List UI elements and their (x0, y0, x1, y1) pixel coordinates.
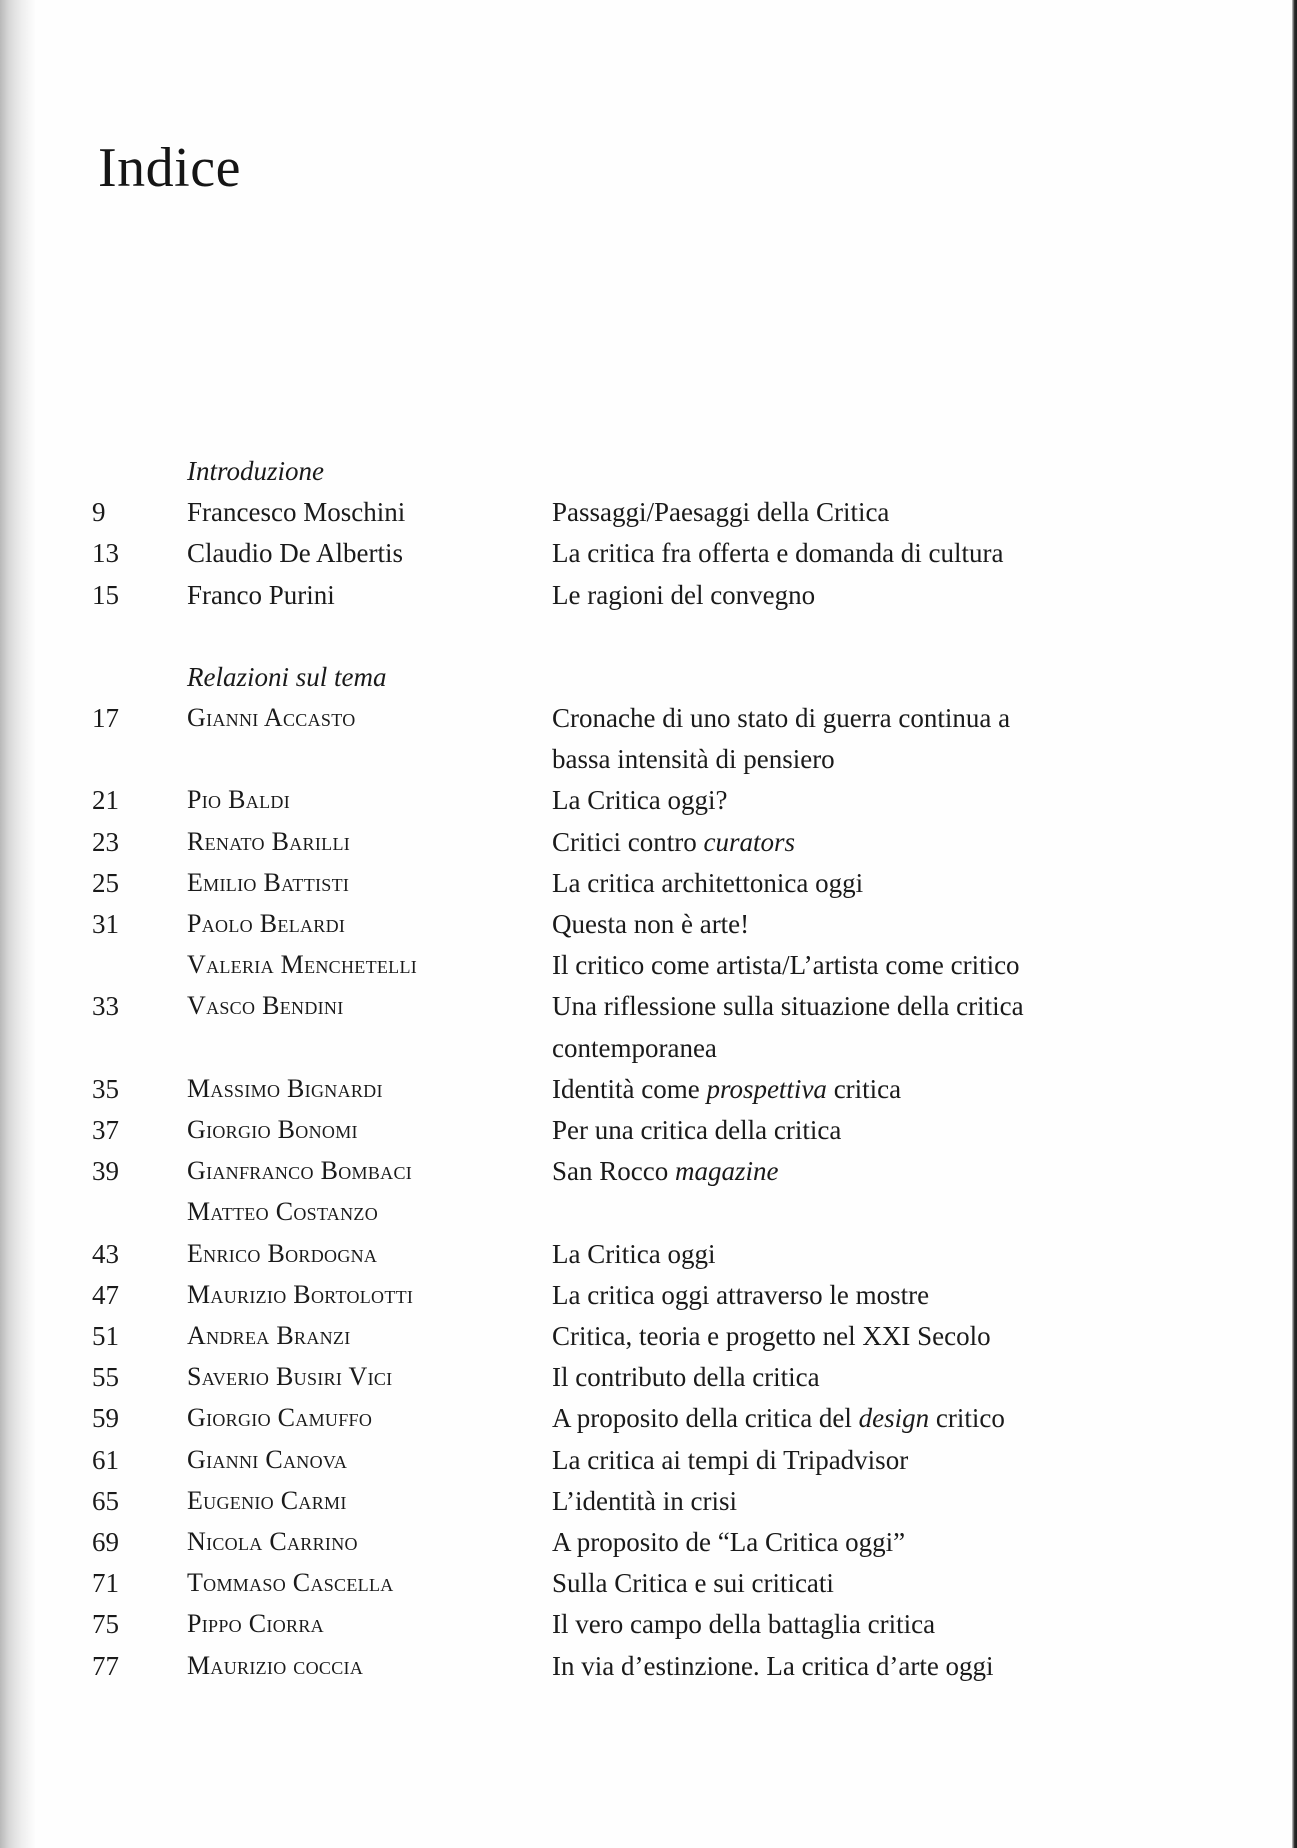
author-name: Massimo Bignardi (187, 1073, 383, 1103)
entry-title-text: L’identità in crisi (552, 1485, 737, 1516)
entry-title (552, 1074, 901, 1105)
book-spine-shadow (0, 0, 36, 1848)
author-name: Gianni Canova (187, 1444, 348, 1474)
page-number: 69 (92, 1527, 119, 1557)
entry-title-text: contemporanea (552, 1032, 717, 1063)
author-name: Gianfranco Bombaci (187, 1156, 413, 1186)
page-number: 61 (92, 1444, 119, 1475)
entry-title (552, 909, 749, 940)
author-name: Andrea Branzi (187, 1321, 351, 1350)
page-number: 23 (92, 826, 119, 857)
author-name: Matteo Costanzo (187, 1197, 379, 1227)
entry-title-text: La critica architettonica oggi (552, 867, 864, 898)
entry-title-text: San Rocco (552, 1156, 675, 1187)
entry-title-text: critica (826, 1073, 902, 1104)
entry-title-text: Il vero campo della battaglia critica (552, 1609, 936, 1640)
entry-title (552, 1486, 737, 1517)
entry-title-text: Le ragioni del convegno (552, 579, 816, 610)
entry-title-text: Sulla Critica e sui criticati (552, 1568, 834, 1599)
author-name: Gianni Accasto (187, 703, 356, 732)
page-number: 55 (92, 1362, 119, 1393)
page-number: 25 (92, 867, 119, 898)
page-number: 77 (92, 1650, 119, 1681)
entry-title (552, 538, 1004, 569)
author-name: Pio Baldi (187, 785, 290, 815)
entry-title (552, 950, 1020, 981)
page-number: 39 (92, 1156, 119, 1187)
entry-title-italic: design (858, 1403, 930, 1434)
author-name: Emilio Battisti (187, 867, 350, 897)
entry-title (552, 1568, 834, 1599)
entry-title (552, 991, 1024, 1022)
entry-title-text: Per una critica della critica (552, 1115, 842, 1145)
entry-title (552, 1115, 841, 1146)
entry-title (552, 1321, 991, 1352)
author-name: Vasco Bendini (187, 991, 344, 1021)
author-name: Tommaso Cascella (187, 1568, 394, 1598)
entry-title (552, 497, 889, 528)
author-name: Maurizio Bortolotti (187, 1279, 414, 1309)
page-number: 15 (92, 579, 119, 610)
author-name: Giorgio Camuffo (187, 1403, 373, 1433)
entry-title (552, 580, 815, 611)
author-name: Claudio De Albertis (187, 538, 403, 569)
entry-title-text: La Critica oggi? (552, 785, 728, 816)
page-number: 9 (92, 497, 106, 528)
page-number: 43 (92, 1238, 119, 1269)
entry-title (552, 785, 727, 816)
page-number: 35 (92, 1073, 119, 1104)
author-name: Saverio Busiri Vici (187, 1362, 393, 1392)
author-name: Francesco Moschini (187, 497, 406, 528)
entry-title (552, 1403, 1005, 1434)
entry-title (552, 1527, 905, 1558)
entry-title (552, 1445, 908, 1476)
entry-title (552, 744, 835, 775)
entry-title-text: In via d’estinzione. La critica d’arte oggi (552, 1650, 994, 1681)
author-name: Renato Barilli (187, 826, 351, 856)
entry-title-text: Critica, teoria e progetto nel XXI Secolo (552, 1321, 991, 1351)
entry-title (552, 1362, 820, 1393)
section-heading: Introduzione (187, 456, 324, 486)
entry-title-text: Il critico come artista/L’artista come critico (552, 950, 1020, 981)
entry-title-text: Questa non è arte! (552, 909, 750, 939)
entry-title-text: Identità come (552, 1073, 707, 1104)
author-name: Valeria Menchetelli (187, 950, 418, 980)
entry-title-text: Cronache di uno stato di guerra continua a (552, 703, 1011, 733)
entry-title-text: La Critica oggi (552, 1238, 716, 1269)
author-name: Paolo Belardi (187, 909, 346, 938)
page-number: 37 (92, 1115, 119, 1145)
author-name: Maurizio coccia (187, 1650, 364, 1680)
entry-title-text: La critica oggi attraverso le mostre (552, 1279, 930, 1310)
entry-title-italic: magazine (674, 1156, 779, 1187)
entry-title-text: Critici contro (552, 826, 704, 857)
section-heading: Relazioni sul tema (187, 661, 387, 692)
page-number: 65 (92, 1485, 119, 1516)
entry-title-text: A proposito della critica del (552, 1403, 859, 1434)
entry-title-text: La critica ai tempi di Tripadvisor (552, 1444, 909, 1475)
entry-title-text: La critica fra offerta e domanda di cultura (552, 538, 1004, 569)
page-title: Indice (98, 137, 241, 199)
entry-title-text: bassa intensità di pensiero (552, 744, 835, 775)
page-number: 71 (92, 1568, 119, 1599)
entry-title (552, 1280, 929, 1311)
entry-title (552, 703, 1010, 734)
page-number: 13 (92, 538, 119, 569)
entry-title (552, 827, 795, 858)
author-name: Pippo Ciorra (187, 1609, 324, 1639)
author-name: Enrico Bordogna (187, 1238, 378, 1268)
entry-title-text: A proposito de “La Critica oggi” (552, 1527, 906, 1557)
entry-title-text: Una riflessione sulla situazione della critica (552, 991, 1024, 1022)
author-name: Franco Purini (187, 579, 335, 610)
page-number: 21 (92, 785, 119, 816)
entry-title-text: critico (929, 1403, 1005, 1434)
page-number: 31 (92, 909, 119, 939)
page-number: 17 (92, 703, 119, 733)
page-number: 33 (92, 991, 119, 1022)
page-number: 51 (92, 1321, 119, 1351)
page-right-edge (1292, 0, 1297, 1848)
entry-title (552, 868, 863, 899)
page-number: 59 (92, 1403, 119, 1434)
author-name: Giorgio Bonomi (187, 1115, 358, 1144)
entry-title-italic: curators (703, 826, 795, 857)
author-name: Nicola Carrino (187, 1527, 358, 1556)
author-name: Eugenio Carmi (187, 1485, 347, 1515)
entry-title (552, 1033, 717, 1064)
page-number: 75 (92, 1609, 119, 1640)
entry-title (552, 1609, 935, 1640)
entry-title-text: Il contributo della critica (552, 1362, 820, 1393)
entry-title (552, 1239, 715, 1270)
entry-title-italic: prospettiva (706, 1073, 827, 1104)
entry-title (552, 1156, 778, 1187)
page-number: 47 (92, 1279, 119, 1310)
entry-title-text: Passaggi/Paesaggi della Critica (552, 497, 890, 528)
entry-title (552, 1651, 994, 1682)
